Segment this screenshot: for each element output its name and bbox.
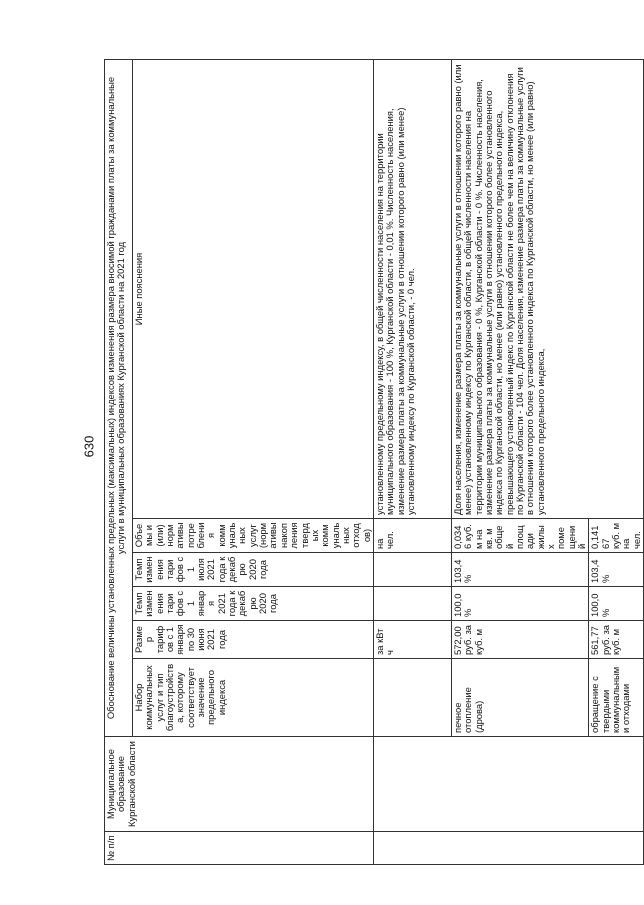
- header-row-1: [105, 59, 133, 864]
- waste-service-cell: обращение с твердыми коммунальными отходами: [589, 659, 644, 737]
- volumes-header: Объемы и (или) нормативы потребления коммунальных услуг (нормативы накопления твердых коммунальных отходов): [133, 519, 374, 553]
- carry-rate-jan-cell: [373, 587, 451, 621]
- waste-rate-jul-cell: 103,4 %: [589, 553, 644, 587]
- heating-volume-cell: 0,0346 куб. м на кв. м общей площади жилых помещений: [451, 519, 588, 553]
- carry-note-cell: установленному предельному индексу, в общей численности населения на территории муниципального образования - 100 %, Курганской области - 0,01 %. Численность населения, изменение размера платы за коммунальные услуги в отношении которого равно (или менее) установленному индексу по Курганской области, - 0 чел.: [373, 59, 451, 518]
- carry-volume-cell: на чел.: [373, 519, 451, 553]
- col-number-header: № п/п: [105, 832, 374, 865]
- waste-tariff-cell: 561,77 руб. за куб. м: [589, 621, 644, 659]
- page-number: 630: [81, 435, 97, 458]
- tariff-index-table: [104, 59, 644, 865]
- carry-service-cell: [373, 659, 451, 737]
- carry-rate-jul-cell: [373, 553, 451, 587]
- waste-note-cell: Доля населения, изменение размера платы за коммунальные услуги в отношении которого равно (или менее) установленному индексу по Курганской области, в общей численности населения на территории муниципального образования - 0 %, Курганской области - 0 %. Численность населения, изменение размера платы за коммунальные услуги в отношении которого более установленного индекса по Курганской области, но менее (или равно) установленного предельного индекса, превышающего установленный индекс по Курганской области не более чем на величину отклонения по Курганской области - 104 чел. Доля населения, изменение размера платы за коммунальные услуги в отношении которого более установленного индекса по Курганской области, но менее (или равно) установленного предельного индекса,: [451, 59, 643, 518]
- carry-tariff-cell: за кВт ч: [373, 621, 451, 659]
- table-row: [373, 59, 451, 864]
- heating-tariff-cell: 572,00 руб. за куб. м: [451, 621, 588, 659]
- group-header: Обоснование величины установленных предельных (максимальных) индексов изменения размера вносимой гражданами платы за коммунальные услуги в муниципальных образованиях Курганской области на 2021 год: [105, 59, 133, 736]
- heating-rate-jul-cell: 103,4 %: [451, 553, 588, 587]
- heating-rate-jan-cell: 100,0 %: [451, 587, 588, 621]
- rate-jul-header: Темп изменения тарифов с 1 июля 2021 года к декабрю 2020 года: [133, 553, 374, 587]
- rotated-table-sheet: [104, 60, 642, 865]
- waste-rate-jan-cell: 100,0 %: [589, 587, 644, 621]
- notes-header: Иные пояснения: [133, 59, 374, 518]
- rate-jan-header: Темп изменения тарифов с 1 января 2021 года к декабрю 2020 года: [133, 587, 374, 621]
- row-municipality-cell: [373, 737, 643, 832]
- heating-service-cell: печное отопление (дрова): [451, 659, 588, 737]
- waste-volume-cell: 0,14167 куб. м на чел.: [589, 519, 644, 553]
- col-municipality-header: Муниципальное образование Курганской области: [105, 737, 374, 832]
- row-number-cell: [373, 832, 643, 865]
- services-header: Набор коммунальных услуг и тип благоустройства, которому соответствует значение предельного индекса: [133, 659, 374, 737]
- tariff-header: Размер тарифов с 1 января по 30 июня 2021 года: [133, 621, 374, 659]
